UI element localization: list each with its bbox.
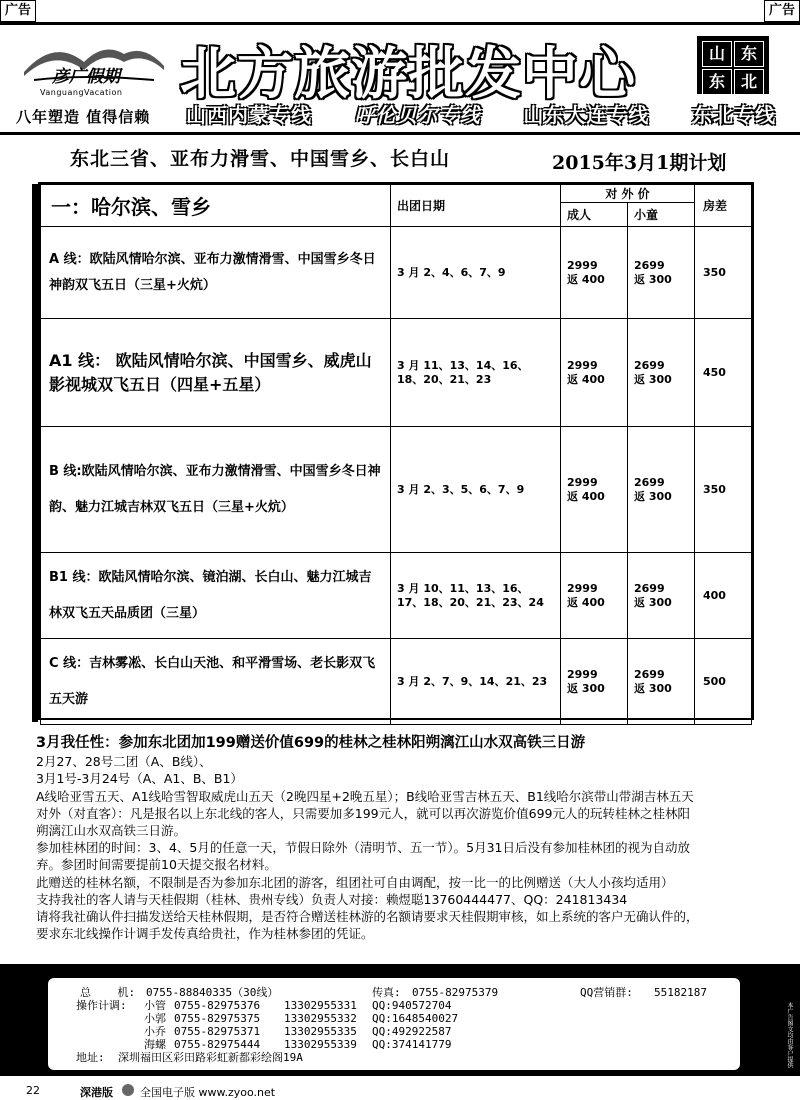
departure-dates: 3 月 11、13、14、16、18、20、21、23 [391,319,561,427]
route-label: 东北专线 [691,102,776,127]
price-value: 2699 [634,258,665,272]
operator-name: 小管 [144,999,166,1012]
departure-dates: 3 月 2、3、5、6、7、9 [391,427,561,553]
region-char: 山 [702,41,732,67]
price-value: 2699 [634,667,665,681]
header-rule [0,132,800,135]
room-diff: 350 [695,227,752,319]
bottom-bar [0,1080,800,1100]
route-label: 山东大连专线 [523,102,650,127]
promo-line: 对外（对直客）：凡是报名以上东北线的客人，只需要加多199元人，就可以再次游览价值699元人的玩转桂林之桂林阳 [36,805,690,821]
adult-price [561,639,628,725]
rebate-value: 返 400 [567,595,605,609]
rebate-value: 返 400 [567,272,605,286]
table-row [41,427,752,553]
top-rule [0,22,800,25]
promo-title: 3月我任性：参加东北团加199赠送价值699的桂林之桂林阳朔漓江山水双高铁三日游 [36,735,586,751]
price-value: 2699 [634,358,665,372]
operator-mobile: 13302955335 [284,1025,357,1038]
operator-mobile: 13302955331 [284,999,357,1012]
price-value: 2999 [567,581,598,595]
child-price [628,227,695,319]
table-row [41,227,752,319]
operator-tel: 0755-82975375 [174,1012,261,1025]
logo-name: 彦广假期 [52,67,120,87]
rebate-value: 返 400 [567,372,605,386]
side-note: 本广告图文均由客户提供 [786,1002,793,1068]
brand-logo [14,32,174,104]
itinerary-table [38,182,754,720]
rebate-value: 返 300 [634,272,672,286]
logo-english: VanguangVacation [40,88,123,97]
col-date-header: 出团日期 [391,185,561,227]
child-price [628,427,695,553]
child-price [628,553,695,639]
operator-qq: QQ:1648540027 [372,1012,459,1025]
issue-label: 2015年3月1期计划 [552,152,727,174]
price-value: 2999 [567,258,598,272]
line-name: A1 线： 欧陆风情哈尔滨、中国雪乡、威虎山影视城双飞五日（四星+五星） [41,319,391,427]
globe-icon [122,1084,134,1096]
departure-dates: 3 月 2、4、6、7、9 [391,227,561,319]
table-row [41,319,752,427]
line-name: B1 线：欧陆风情哈尔滨、镜泊湖、长白山、魅力江城吉林双飞五天品质团（三星） [41,553,391,639]
price-value: 2999 [567,667,598,681]
operator-mobile: 13302955339 [284,1038,357,1051]
contact-box [48,978,740,1070]
edition-label: 深港版 [80,1086,113,1099]
line-name: C 线：吉林雾凇、长白山天池、和平滑雪场、老长影双飞五天游 [41,639,391,725]
departure-dates: 3 月 2、7、9、14、21、23 [391,639,561,725]
website-label: 全国电子版 www.zyoo.net [140,1086,276,1099]
promo-line: 朔漓江山水双高铁三日游。 [36,823,187,839]
main-phone-label: 总 机: [80,986,136,999]
region-char: 北 [734,69,764,95]
room-diff: 400 [695,553,752,639]
room-diff: 500 [695,639,752,725]
operator-qq: QQ:492922587 [372,1025,452,1038]
operator-name: 小乔 [144,1025,166,1038]
child-price [628,639,695,725]
route-label: 呼伦贝尔专线 [354,102,481,127]
child-price [628,319,695,427]
room-diff: 350 [695,427,752,553]
room-diff: 450 [695,319,752,427]
rebate-value: 返 400 [567,489,605,503]
price-value: 2699 [634,581,665,595]
promo-line: 参加桂林团的时间：3、4、5月的任意一天，节假日除外（清明节、五一节）。5月31日后没有参加桂林团的视为自动放 [36,840,690,856]
fax-number: 0755-82975379 [412,986,499,999]
adult-price [561,227,628,319]
operator-tel: 0755-82975444 [174,1038,261,1051]
rebate-value: 返 300 [567,681,605,695]
region-badge [697,36,769,94]
col-adult-header: 成人 [561,203,628,227]
route-label: 山西内蒙专线 [186,102,312,127]
promo-section [36,735,776,942]
promo-line: 2月27、28号二团（A、B线）、 [36,754,212,770]
qq-group-label: QQ营销群: [580,986,633,999]
adult-price [561,427,628,553]
main-phone: 0755-88840335（30线） [146,986,279,999]
operator-qq: QQ:374141779 [372,1038,452,1051]
col-room-header: 房差 [695,185,752,227]
slogan: 八年塑造 值得信赖 [16,108,151,126]
rebate-value: 返 300 [634,595,672,609]
ad-tag-left: 广告 [0,0,36,22]
col-child-header: 小童 [628,203,695,227]
price-value: 2999 [567,358,598,372]
rebate-value: 返 300 [634,489,672,503]
operator-tel: 0755-82975371 [174,1025,261,1038]
rebate-value: 返 300 [634,372,672,386]
promo-line: 弃。参团时间需要提前10天提交报名材料。 [36,857,277,873]
promo-line: 3月1号-3月24号（A、A1、B、B1） [36,771,243,787]
departure-dates: 3 月 10、11、13、16、17、18、20、21、23、24 [391,553,561,639]
fax-label: 传真: [372,986,401,999]
adult-price [561,319,628,427]
promo-line: 要求东北线操作计调手发传真给贵社，作为桂林参团的凭证。 [36,926,374,942]
region-char: 东 [702,69,732,95]
route-bar [186,98,776,128]
operator-name: 海螺 [144,1038,166,1051]
section-title: 一：哈尔滨、雪乡 [41,185,391,227]
promo-line: 支持我社的客人请与天桂假期（桂林、贵州专线）负责人对接：赖煜聪13760444477、QQ：241813434 [36,891,628,907]
operator-mobile: 13302955332 [284,1012,357,1025]
promo-line: 此赠送的桂林名额，不限制是否为参加东北团的游客，组团社可自由调配，按一比一的比例赠送（大人小孩均适用） [36,874,674,890]
promo-line: A线哈亚雪五天、A1线哈雪智取威虎山五天（2晚四星+2晚五星）；B线哈亚雪吉林五天、B1线哈尔滨带山带湖吉林五天 [36,788,694,804]
adult-price [561,553,628,639]
address-label: 地址: [76,1051,105,1064]
operator-tel: 0755-82975376 [174,999,261,1012]
price-value: 2699 [634,475,665,489]
promo-line: 请将我社确认件扫描发送给天桂林假期，是否符合赠送桂林游的名额请要求天桂假期审核，如上系统的客户无确认件的， [36,909,699,925]
col-price-header: 对 外 价 [561,185,695,203]
operator-qq: QQ:940572704 [372,999,452,1012]
region-char: 东 [734,41,764,67]
qq-group: 55182187 [654,986,707,999]
operator-label: 操作计调: [76,999,127,1012]
table-row [41,639,752,725]
price-value: 2999 [567,475,598,489]
ad-tag-right: 广告 [764,0,800,22]
rebate-value: 返 300 [634,681,672,695]
page-number: 22 [26,1084,40,1097]
operator-name: 小郭 [144,1012,166,1025]
sub-heading: 东北三省、亚布力滑雪、中国雪乡、长白山 [70,148,451,170]
table-row [41,553,752,639]
page-title: 北方旅游批发中心 [180,42,636,107]
line-name: A 线：欧陆风情哈尔滨、亚布力激情滑雪、中国雪乡冬日神韵双飞五日（三星+火炕） [41,227,391,319]
line-name: B 线:欧陆风情哈尔滨、亚布力激情滑雪、中国雪乡冬日神韵、魅力江城吉林双飞五日（三星+火炕） [41,427,391,553]
address: 深圳福田区彩田路彩虹新都彩绘阁19A [118,1051,303,1064]
